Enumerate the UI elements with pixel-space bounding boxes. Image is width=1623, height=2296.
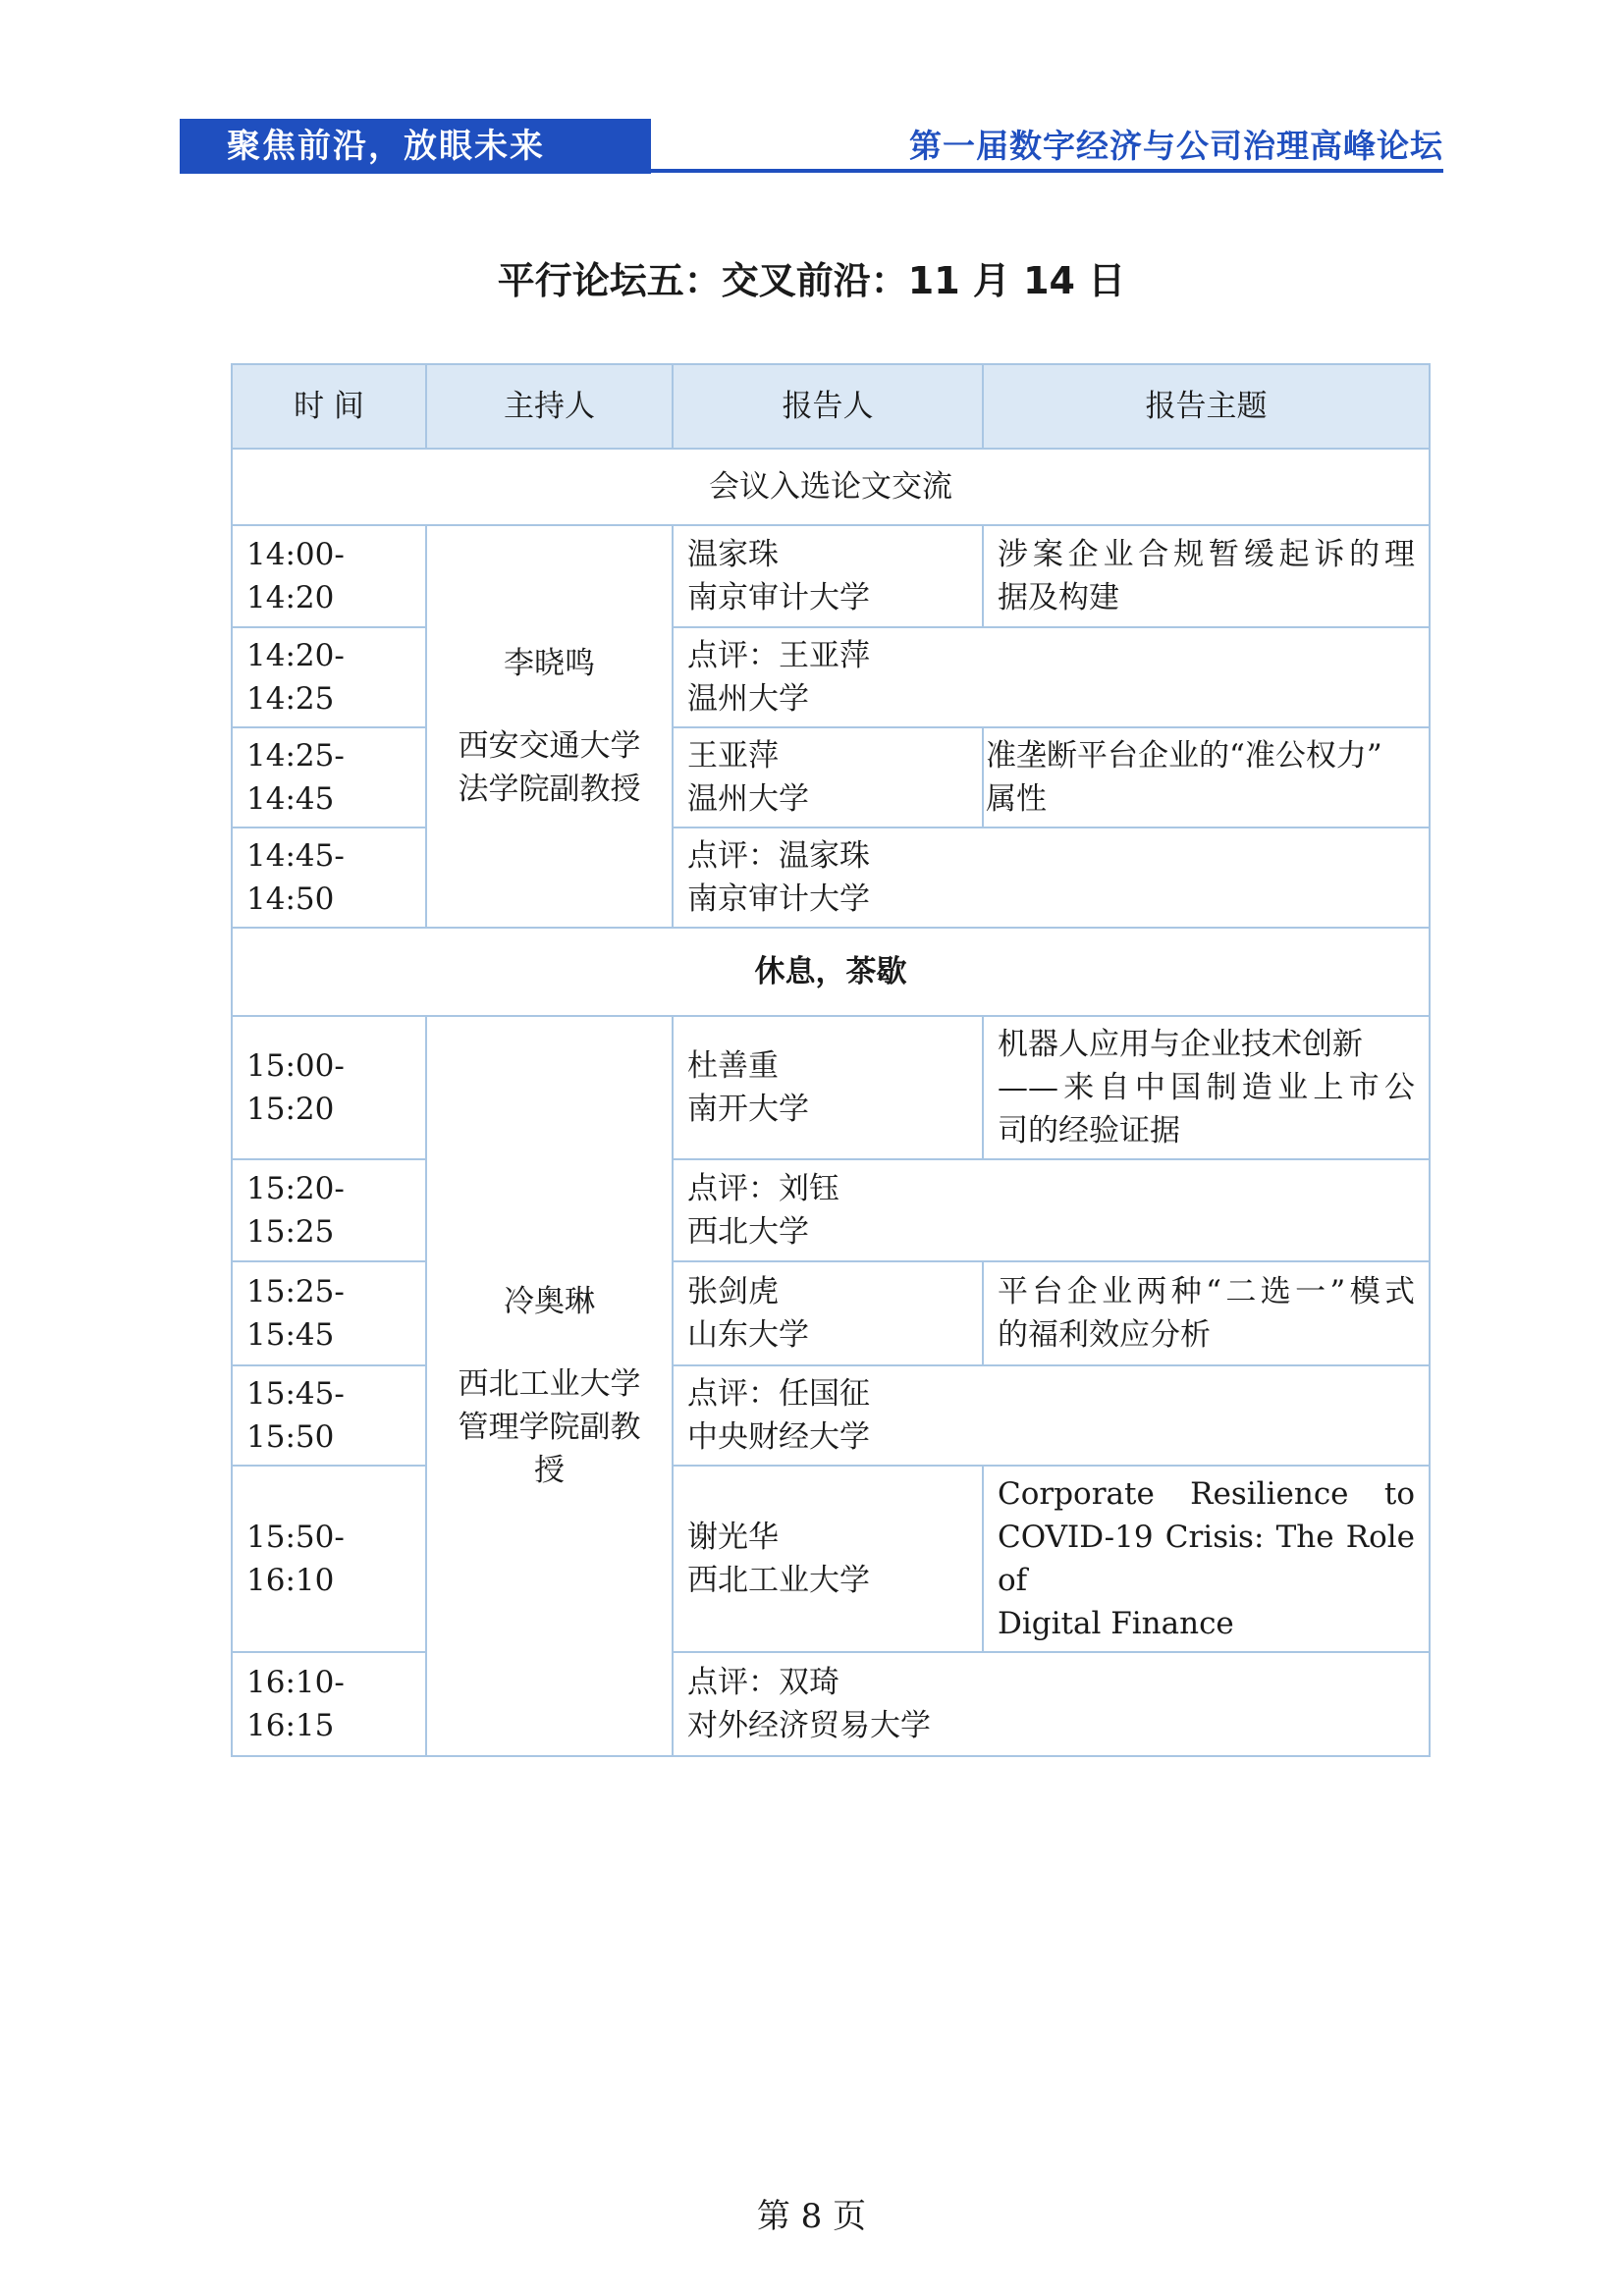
time-cell: 15:45-15:50 [232, 1365, 426, 1466]
comment-cell [673, 828, 1430, 928]
topic-line: ——来自中国制造业上市公 [998, 1070, 1415, 1105]
header-forum-title: 第一届数字经济与公司治理高峰论坛 [909, 127, 1443, 165]
table-row [232, 1652, 1430, 1756]
topic-cell [983, 1261, 1430, 1365]
table-row [232, 727, 1430, 828]
commenter: 点评：任国征 [687, 1376, 870, 1412]
host-title: 法学院副教授 [458, 772, 641, 807]
commenter-org: 温州大学 [687, 681, 809, 717]
topic-cell [983, 525, 1430, 627]
host-org: 西北工业大学 [458, 1366, 641, 1402]
commenter-org: 中央财经大学 [687, 1419, 870, 1455]
header-time: 时 间 [232, 364, 426, 449]
comment-cell [673, 1159, 1430, 1261]
speaker-org: 南京审计大学 [687, 580, 870, 615]
section-row [232, 928, 1430, 1016]
speaker-org: 温州大学 [687, 781, 809, 817]
speaker-name: 谢光华 [687, 1520, 779, 1555]
comment-cell [673, 1365, 1430, 1466]
time-cell: 15:00-15:20 [232, 1016, 426, 1159]
topic-line: Digital Finance [998, 1606, 1234, 1641]
speaker-org: 山东大学 [687, 1317, 809, 1353]
time-cell: 14:25-14:45 [232, 727, 426, 828]
topic-line: 据及构建 [998, 580, 1119, 615]
spacer [441, 685, 658, 724]
host-name: 冷奥琳 [504, 1284, 595, 1319]
table-header-row [232, 364, 1430, 449]
page-number: 第 8 页 [756, 2197, 867, 2236]
topic-line: COVID-19 Crisis: The Role of [998, 1520, 1415, 1598]
table-row [232, 1159, 1430, 1261]
comment-cell [673, 1652, 1430, 1756]
table-row [232, 627, 1430, 727]
host-title: 管理学院副教 [458, 1410, 641, 1445]
header-host: 主持人 [426, 364, 673, 449]
speaker-cell [673, 525, 983, 627]
speaker-name: 温家珠 [687, 537, 779, 572]
speaker-name: 王亚萍 [687, 738, 779, 774]
header-speaker: 报告人 [673, 364, 983, 449]
section-title: 会议入选论文交流 [232, 449, 1430, 525]
table-row [232, 1466, 1430, 1652]
speaker-name: 杜善重 [687, 1048, 779, 1084]
header-divider [651, 169, 1443, 173]
commenter: 点评：温家珠 [687, 838, 870, 874]
host-cell [426, 525, 673, 928]
commenter: 点评：王亚萍 [687, 638, 870, 673]
speaker-cell [673, 1016, 983, 1159]
header-topic: 报告主题 [983, 364, 1430, 449]
topic-line: 准垄断平台企业的“准公权力” [986, 738, 1382, 774]
page-title: 平行论坛五：交叉前沿：11 月 14 日 [497, 259, 1126, 302]
topic-line: 平台企业两种“二选一”模式 [998, 1274, 1415, 1309]
spacer [441, 1323, 658, 1362]
table-row [232, 525, 1430, 627]
topic-cell [983, 1466, 1430, 1652]
schedule-table [231, 363, 1431, 1757]
topic-line: 属性 [986, 781, 1047, 817]
topic-line: 涉案企业合规暂缓起诉的理 [998, 537, 1415, 572]
host-title: 授 [534, 1453, 565, 1488]
topic-line: 的福利效应分析 [998, 1317, 1211, 1353]
time-cell: 14:00-14:20 [232, 525, 426, 627]
speaker-org: 西北工业大学 [687, 1563, 870, 1598]
header-slogan: 聚焦前沿，放眼未来 [180, 119, 651, 174]
time-cell: 14:45-14:50 [232, 828, 426, 928]
table-row [232, 1365, 1430, 1466]
table-row [232, 828, 1430, 928]
speaker-cell [673, 1466, 983, 1652]
topic-cell [983, 727, 1430, 828]
section-title: 休息，茶歇 [232, 928, 1430, 1016]
comment-cell [673, 627, 1430, 727]
time-cell: 15:20-15:25 [232, 1159, 426, 1261]
commenter: 点评：刘钰 [687, 1171, 839, 1206]
speaker-org: 南开大学 [687, 1092, 809, 1127]
time-cell: 16:10-16:15 [232, 1652, 426, 1756]
host-org: 西安交通大学 [458, 728, 641, 764]
table-row [232, 1016, 1430, 1159]
speaker-cell [673, 727, 983, 828]
commenter-org: 对外经济贸易大学 [687, 1708, 931, 1743]
time-cell: 15:25-15:45 [232, 1261, 426, 1365]
topic-cell [983, 1016, 1430, 1159]
time-cell: 14:20-14:25 [232, 627, 426, 727]
commenter: 点评：双琦 [687, 1665, 839, 1700]
host-name: 李晓鸣 [504, 646, 595, 681]
commenter-org: 西北大学 [687, 1214, 809, 1250]
topic-line: 司的经验证据 [998, 1113, 1180, 1148]
speaker-name: 张剑虎 [687, 1274, 779, 1309]
table-row [232, 1261, 1430, 1365]
speaker-cell [673, 1261, 983, 1365]
topic-line: Corporate Resilience to [998, 1476, 1415, 1512]
topic-line: 机器人应用与企业技术创新 [998, 1027, 1363, 1062]
time-cell: 15:50-16:10 [232, 1466, 426, 1652]
commenter-org: 南京审计大学 [687, 881, 870, 917]
section-row [232, 449, 1430, 525]
host-cell [426, 1016, 673, 1756]
